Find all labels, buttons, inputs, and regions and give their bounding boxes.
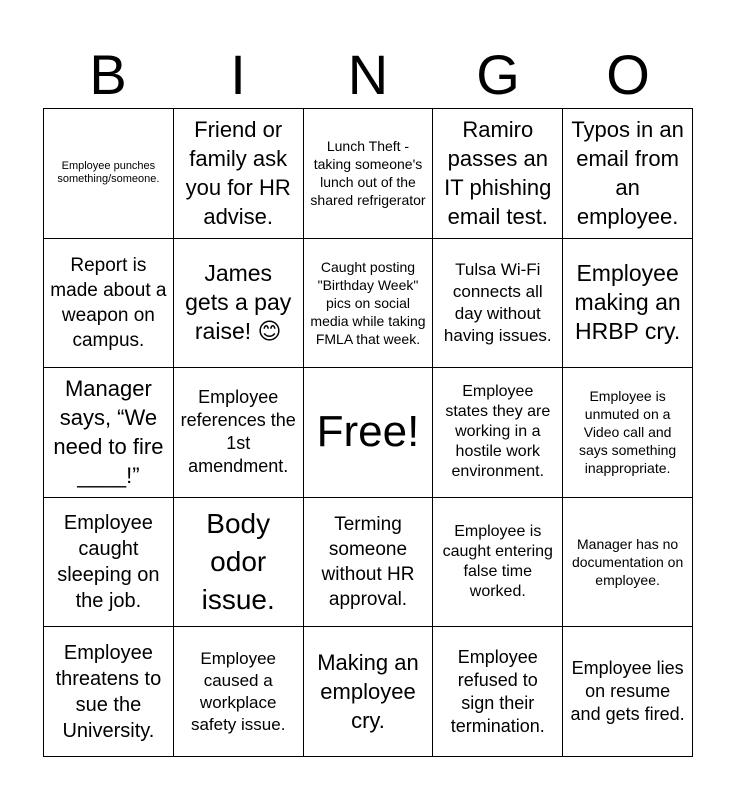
cell-text: Employee caused a workplace safety issue.	[190, 648, 286, 734]
cell-text: Lunch Theft - taking someone's lunch out of the shared refrigerator	[310, 138, 426, 209]
bingo-cell-r1c1[interactable]	[44, 109, 174, 239]
cell-text: Employee making an HRBP cry.	[574, 260, 681, 345]
cell-text: Ramiro passes an IT phishing email test.	[444, 117, 552, 230]
bingo-cell-r5c1[interactable]	[44, 627, 174, 757]
bingo-cell-r2c2[interactable]	[174, 239, 304, 369]
bingo-board	[43, 108, 693, 757]
cell-text: Terming someone without HR approval.	[321, 514, 415, 611]
cell-text: Employee refused to sign their termination.	[450, 646, 545, 736]
header-letter-b: B	[89, 43, 127, 106]
bingo-header	[43, 42, 693, 108]
cell-text: Employee states they are working in a hostile work environment.	[445, 383, 551, 481]
bingo-cell-r2c1[interactable]	[44, 239, 174, 369]
cell-text: Typos in an email from an employee.	[571, 117, 684, 230]
cell-text: Employee references the 1st amendment.	[180, 387, 296, 477]
bingo-cell-r4c5[interactable]	[563, 498, 693, 628]
cell-text: James gets a pay raise! 😊	[185, 260, 292, 345]
bingo-cell-r3c5[interactable]	[563, 368, 693, 498]
header-letter-n: N	[347, 43, 389, 106]
bingo-cell-r2c3[interactable]	[304, 239, 434, 369]
header-letter-o: O	[606, 43, 650, 106]
bingo-cell-r2c5[interactable]	[563, 239, 693, 369]
bingo-cell-r2c4[interactable]	[433, 239, 563, 369]
bingo-cell-r4c3[interactable]	[304, 498, 434, 628]
cell-text: Body odor issue.	[201, 508, 275, 616]
bingo-cell-r5c2[interactable]	[174, 627, 304, 757]
cell-text: Employee caught sleeping on the job.	[57, 512, 160, 613]
cell-text: Making an employee cry.	[317, 650, 419, 734]
cell-text: Manager says, “We need to fire ____!”	[53, 376, 164, 489]
bingo-cell-r1c2[interactable]	[174, 109, 304, 239]
cell-text: Employee is unmuted on a Video call and says something inappropriate.	[578, 388, 677, 477]
header-letter-i: I	[230, 43, 246, 106]
cell-text: Employee punches something/someone.	[57, 160, 160, 186]
cell-text: Tulsa Wi-Fi connects all day without having issues.	[443, 259, 552, 345]
bingo-cell-r1c5[interactable]	[563, 109, 693, 239]
bingo-cell-r4c4[interactable]	[433, 498, 563, 628]
bingo-cell-r3c2[interactable]	[174, 368, 304, 498]
bingo-cell-r3c3[interactable]	[304, 368, 434, 498]
cell-text: Employee is caught entering false time worked.	[442, 523, 553, 601]
bingo-cell-r5c4[interactable]	[433, 627, 563, 757]
cell-text: Caught posting "Birthday Week" pics on social media while taking FMLA that week.	[310, 258, 426, 347]
bingo-cell-r1c4[interactable]	[433, 109, 563, 239]
bingo-cell-r5c3[interactable]	[304, 627, 434, 757]
bingo-cell-r4c2[interactable]	[174, 498, 304, 628]
cell-text: Report is made about a weapon on campus.	[50, 254, 167, 351]
free-space: Free!	[316, 407, 420, 457]
bingo-cell-r3c1[interactable]	[44, 368, 174, 498]
bingo-cell-r5c5[interactable]	[563, 627, 693, 757]
bingo-cell-r3c4[interactable]	[433, 368, 563, 498]
header-letter-g: G	[476, 43, 520, 106]
cell-text: Friend or family ask you for HR advise.	[185, 117, 291, 230]
bingo-cell-r1c3[interactable]	[304, 109, 434, 239]
cell-text: Employee threatens to sue the University.	[55, 641, 162, 742]
cell-text: Manager has no documentation on employee.	[571, 536, 684, 589]
cell-text: Employee lies on resume and gets fired.	[570, 658, 685, 725]
bingo-cell-r4c1[interactable]	[44, 498, 174, 628]
